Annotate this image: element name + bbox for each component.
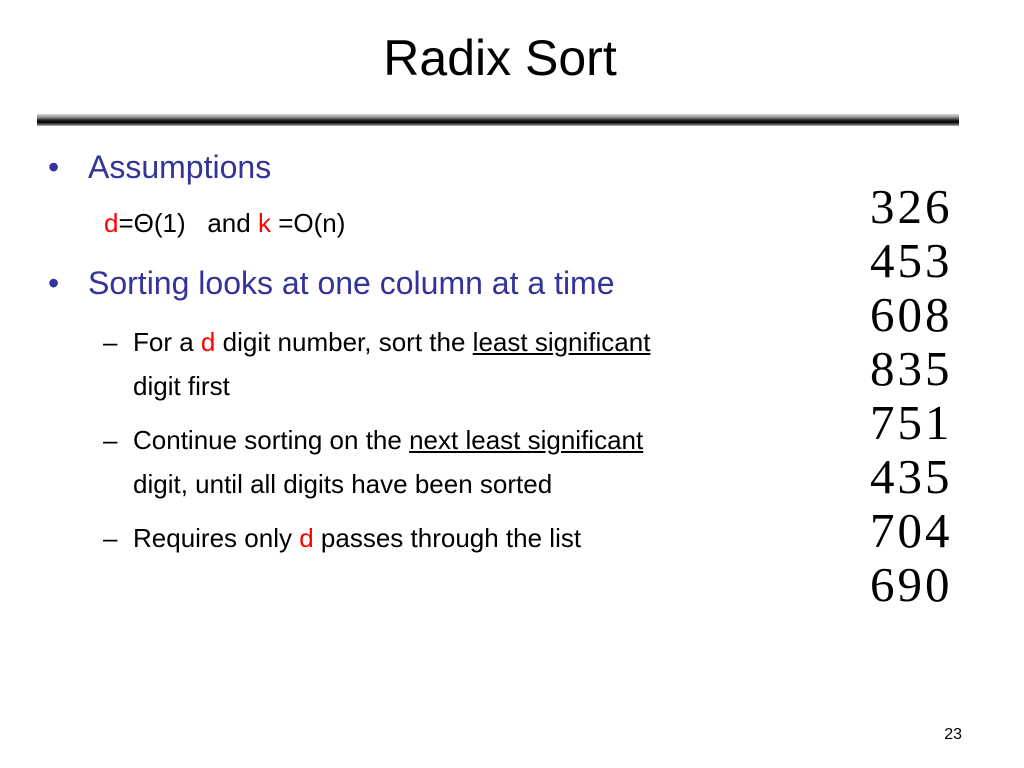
bullet-assumptions (48, 148, 271, 186)
sub-bullet-next-least-significant (103, 418, 643, 506)
number-item: 835 (870, 341, 953, 396)
formula-d-variable: d (104, 208, 119, 238)
number-item: 326 (870, 179, 953, 234)
number-item: 704 (870, 503, 953, 558)
bullet-assumptions-label: Assumptions (88, 149, 272, 185)
formula-k-variable: k (257, 208, 271, 238)
sub2-line-2: digit, until all digits have been sorted (133, 469, 553, 499)
number-list (870, 180, 953, 612)
sub3-pre: Requires only (133, 523, 292, 553)
sub1-d-variable: d (200, 327, 216, 357)
slide-title: Radix Sort (383, 30, 617, 86)
formula-d-bound: =Θ(1) (118, 208, 186, 238)
bullet-marker: • (48, 265, 60, 301)
sub3-d-variable: d (299, 523, 314, 553)
dash-marker: – (103, 327, 118, 357)
bullet-marker: • (48, 149, 60, 185)
bullet-sorting-label: Sorting looks at one column at a time (88, 265, 615, 301)
number-item: 435 (870, 449, 953, 504)
sub-bullet-least-significant (103, 320, 650, 408)
dash-marker: – (103, 425, 118, 455)
sub-bullet-line-1 (133, 418, 643, 462)
sub-bullet-line-1 (133, 320, 650, 364)
number-item: 690 (870, 557, 953, 612)
assumptions-formula (104, 207, 345, 239)
dash-marker: – (103, 523, 118, 553)
sub-bullet-passes (103, 516, 581, 560)
number-item: 751 (870, 395, 953, 450)
number-item: 453 (870, 233, 953, 288)
sub1-pre: For a (133, 327, 194, 357)
sub2-pre: Continue sorting on the (133, 425, 402, 455)
formula-k-bound: =O(n) (278, 208, 346, 238)
sub1-underlined: least significant (472, 327, 651, 357)
sub2-underlined: next least significant (409, 425, 644, 455)
number-item: 608 (870, 287, 953, 342)
bullet-sorting (48, 264, 615, 302)
page-number: 23 (944, 726, 962, 743)
sub1-mid: digit number, sort the (222, 327, 466, 357)
formula-and: and (207, 208, 251, 238)
sub-bullet-line-1 (133, 516, 581, 560)
sub1-line-2: digit first (133, 371, 230, 401)
sub3-post: passes through the list (320, 523, 582, 553)
